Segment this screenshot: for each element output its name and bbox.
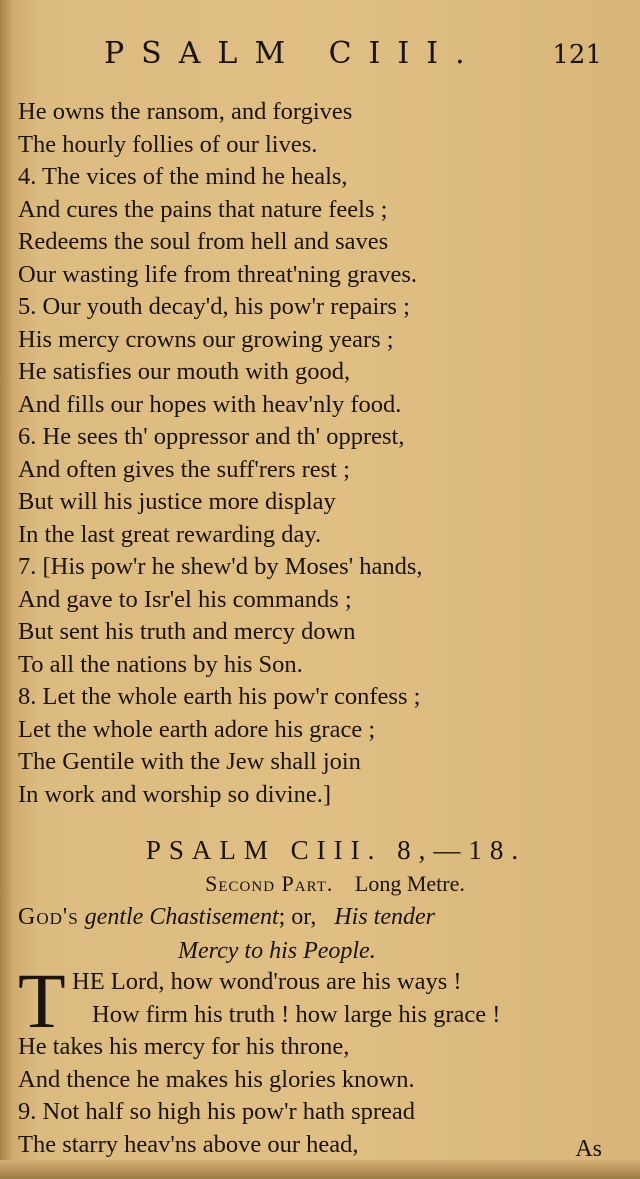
second-part-heading: [18, 832, 628, 968]
verse-line: He takes his mercy for his throne,: [18, 1033, 350, 1060]
psalm-second-part-verses: [18, 957, 628, 1161]
verse-line: Let the whole earth adore his grace ;: [18, 715, 376, 743]
subject-italic: gentle Chastisement: [84, 904, 279, 930]
verse-line: But sent his truth and mercy down: [18, 618, 356, 645]
subject-prefix: God's: [18, 904, 79, 930]
metre-label: Long Metre.: [354, 871, 465, 896]
verse-line: 4. The vices of the mind he heals,: [18, 163, 348, 190]
psalm-first-part-verses: [18, 96, 628, 811]
page-header: [0, 36, 640, 80]
verse-line: Redeems the soul from hell and saves: [18, 228, 389, 255]
verse-line: Our wasting life from threat'ning graves.: [18, 260, 418, 288]
subject-or: ; or,: [278, 904, 317, 930]
drop-cap: T: [18, 957, 66, 1044]
verse-line: 7. [His pow'r he shew'd by Moses' hands,: [18, 553, 423, 580]
verse-line: And often gives the suff'rers rest ;: [18, 455, 350, 483]
verse-line: HE Lord, how wond'rous are his ways !: [72, 968, 462, 995]
verse-line: The hourly follies of our lives.: [18, 130, 318, 158]
verse-line: To all the nations by his Son.: [18, 650, 303, 678]
verse-line: And thence he makes his glories known.: [18, 1065, 415, 1093]
psalm-subtitle: [18, 868, 628, 900]
verse-line: He owns the ransom, and forgives: [18, 98, 353, 125]
page-number: 121: [552, 40, 602, 70]
verse-line: His mercy crowns our growing years ;: [18, 325, 394, 353]
running-head: PSALM CIII.: [104, 36, 482, 71]
psalm-subject: [18, 900, 628, 934]
psalm-title: PSALM CIII. 8,—18.: [145, 835, 527, 865]
verse-line: And fills our hopes with heav'nly food.: [18, 390, 402, 418]
verse-line: In work and worship so divine.]: [18, 780, 332, 808]
verse-line: And cures the pains that nature feels ;: [18, 195, 388, 223]
verse-line: 5. Our youth decay'd, his pow'r repairs ;: [18, 293, 410, 320]
verse-line: 9. Not half so high his pow'r hath spread: [18, 1098, 416, 1125]
part-label: Second Part.: [205, 871, 334, 896]
verse-line: 8. Let the whole earth his pow'r confess ;: [18, 683, 421, 710]
verse-line: How firm his truth ! how large his grace !: [92, 1000, 501, 1028]
verse-line: In the last great rewarding day.: [18, 520, 322, 548]
verse-line: The Gentile with the Jew shall join: [18, 748, 361, 775]
subject-italic-2: His tender: [334, 904, 435, 930]
verse-line: The starry heav'ns above our head,: [18, 1130, 359, 1158]
verse-line: But will his justice more display: [18, 488, 336, 515]
page-gutter: [0, 0, 14, 1179]
page-bottom-edge: [0, 1160, 640, 1179]
verse-line: And gave to Isr'el his commands ;: [18, 585, 352, 613]
psalm-subject-continued: Mercy to his People.: [178, 938, 376, 964]
verse-line: He satisfies our mouth with good,: [18, 358, 351, 385]
verse-line: 6. He sees th' oppressor and th' opprest,: [18, 423, 405, 450]
catchword: As: [575, 1136, 602, 1162]
